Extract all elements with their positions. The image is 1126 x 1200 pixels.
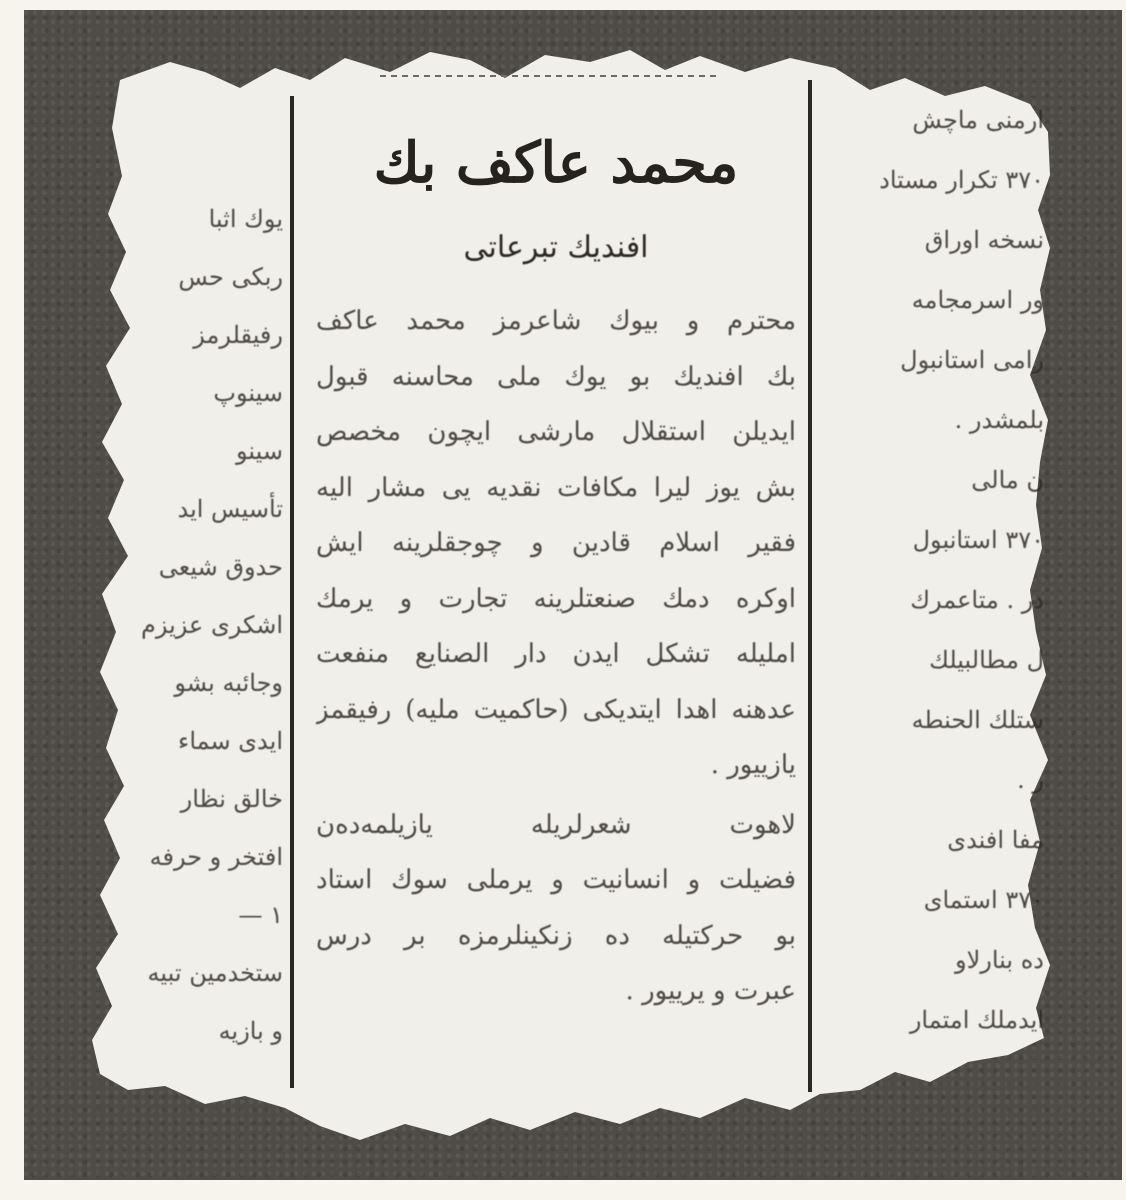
article-line: محترم و بیوك شاعرمز محمد عاكف xyxy=(316,306,796,336)
right-fragment-line: مفا افندى xyxy=(947,826,1044,854)
right-fragment-line: ر . xyxy=(1017,766,1044,794)
right-fragment-line: ل مطالبیلك xyxy=(929,646,1044,674)
center-article xyxy=(306,118,806,1020)
right-fragment-line: ور اسرمجامه xyxy=(911,286,1044,314)
left-fragment-line: سينو xyxy=(236,437,283,465)
right-fragment-line: نسخه اوراق xyxy=(924,226,1044,254)
right-fragment-line: ایدملك امتمار xyxy=(909,1006,1044,1034)
article-line: يازييور . xyxy=(710,750,796,780)
article-line: فقير اسلام قادين و چوجقلرينه ایش xyxy=(316,528,796,558)
left-fragment-line: حدوق شيعى xyxy=(158,553,283,581)
article-line: امليله تشكل ايدن دار الصنايع منفعت xyxy=(316,639,796,669)
article-line: عبرت و يرييور . xyxy=(625,976,796,1006)
left-fragment-line: ۱ — xyxy=(238,901,283,929)
right-fragment-line: ن مالى xyxy=(971,466,1044,494)
right-fragment-line: ۳۷۰ استانبول xyxy=(912,526,1044,554)
article-headline: محمد عاكف بك xyxy=(373,130,739,196)
left-fragment-line: سينوپ xyxy=(213,379,283,407)
left-fragment-line: رفيقلرمز xyxy=(193,321,283,349)
left-fragment-line: اشكرى عزيزم xyxy=(140,611,283,639)
right-fragment-line: ۳۷۰ استماى xyxy=(923,886,1044,914)
article-line: عدهنه اهدا ايتدیكی (حاكميت مليه) رفيقمز xyxy=(316,694,796,725)
right-fragment-line: ۳۷۰ تکرار مستاد xyxy=(879,166,1044,194)
left-fragment-line: خالق نظار xyxy=(180,785,283,813)
article-line: بش یوز ليرا مكافات نقدیه یی مشار اليه xyxy=(316,472,796,503)
right-fragment-line: ستلك الحنطه xyxy=(911,706,1044,734)
right-fragment-line: بلمشدر . xyxy=(954,406,1044,434)
right-fragment-line: در . متاعمرك xyxy=(910,586,1044,614)
article-paragraph-1 xyxy=(316,294,796,794)
article-paragraph-2 xyxy=(316,798,796,1020)
left-fragment-line: يوك اثبا xyxy=(208,205,283,233)
article-line: اوكره دمك صنعتلرينه تجارت و يرمك xyxy=(316,583,796,614)
article-line: لاهوت شعرلريله يازيلمه‌ده‌ن xyxy=(316,809,796,840)
left-fragment-line: افتخر و حرفه xyxy=(149,843,283,871)
left-fragment-line: ايدی سماء xyxy=(178,727,283,755)
article-line: بو حركتيله ده زنكينلرمزه بر درس xyxy=(316,920,796,951)
article-subheadline: افنديك تبرعاتى xyxy=(463,230,649,265)
article-line: ايديلن استقلال مارشى ايچون مخصص xyxy=(316,417,796,447)
right-fragment-line: رامی استانبول xyxy=(900,346,1044,374)
left-fragment-line: ستخدمين تبيه xyxy=(147,959,283,987)
left-column-fragment xyxy=(118,190,283,1060)
left-fragment-line: و بازيه xyxy=(218,1017,283,1045)
article-line: بك افنديك بو يوك ملى محاسنه قبول xyxy=(316,361,796,392)
article-line: فضيلت و انسانيت و يرملى سوك استاد xyxy=(316,865,796,895)
right-column-fragment xyxy=(822,90,1044,1050)
right-fragment-line: ده بنارلاو xyxy=(955,946,1044,974)
right-fragment-line: ارمنى ماچش xyxy=(912,106,1044,134)
left-fragment-line: تأسيس ايد xyxy=(177,495,283,523)
article-body xyxy=(306,294,806,1020)
left-fragment-line: ربكى حس xyxy=(178,263,283,291)
left-fragment-line: وجائبه بشو xyxy=(174,669,283,697)
